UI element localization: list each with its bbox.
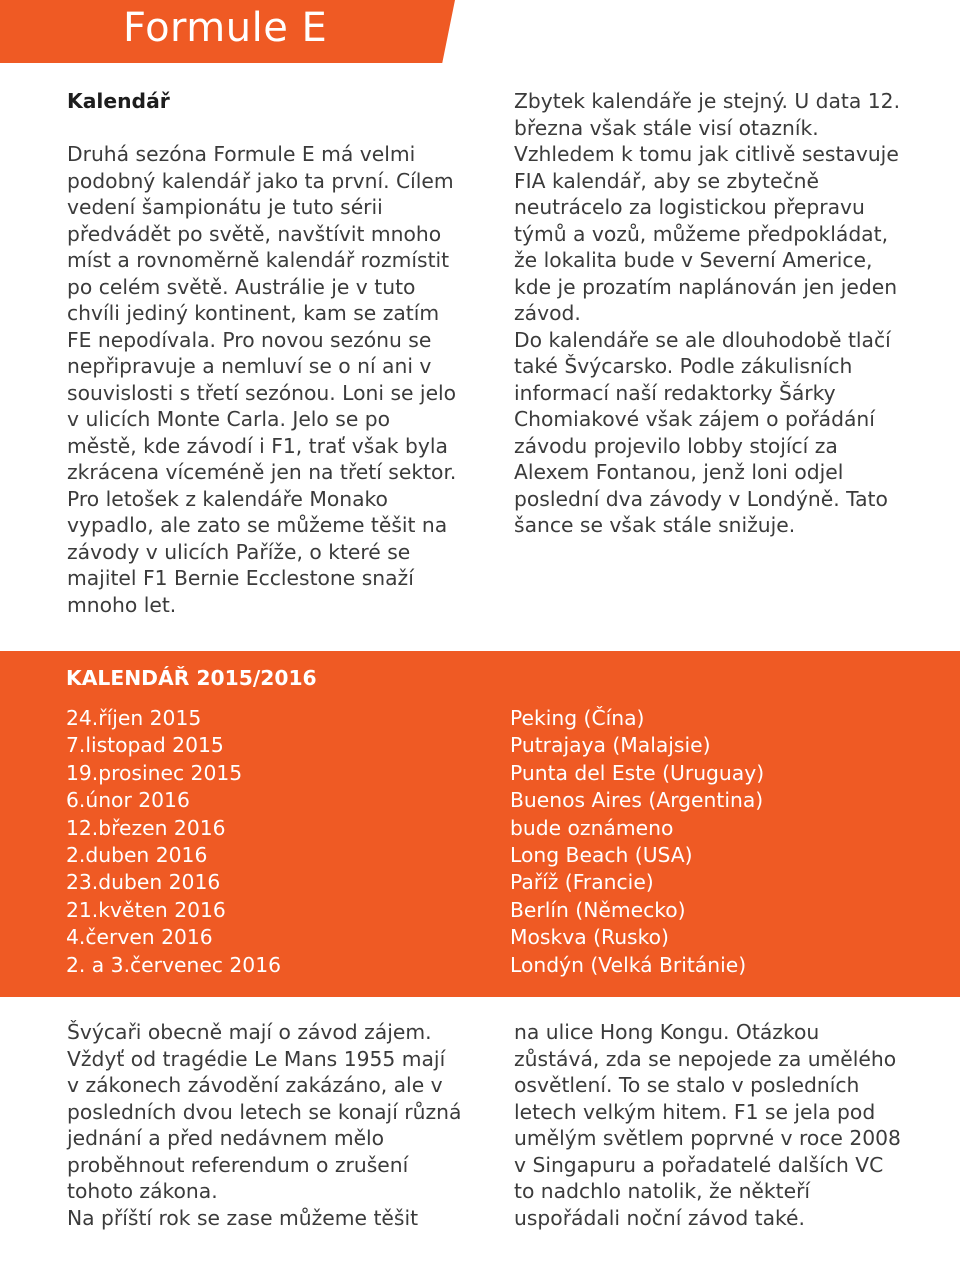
article-column-right-top [514,88,904,539]
calendar-place: Moskva (Rusko) [510,925,669,950]
calendar-date: 7.listopad 2015 [66,733,224,758]
calendar-date: 2. a 3.červenec 2016 [66,952,282,977]
calendar-place: Punta del Este (Uruguay) [510,760,765,785]
section-heading: Kalendář [67,89,170,113]
calendar-place: Long Beach (USA) [510,843,693,868]
paragraph: na ulice Hong Kongu. Otázkou zůstává, zda se nepojede za umělého osvětlení. To se stalo v posledních letech velkým hitem. F1 se jela pod umělým světlem poprvné v roce 2008 v Singapuru a pořadatelé dalších VC to nadchlo natolik, že někteří uspořádali noční závod také. [514,1020,901,1230]
calendar-place: Berlín (Německo) [510,897,686,922]
calendar-date: 24.říjen 2015 [66,706,202,730]
calendar-place: Peking (Čína) [510,706,645,730]
article-column-left-bottom [67,1019,462,1231]
paragraph: Zbytek kalendáře je stejný. U data 12. března však stále visí otazník. Vzhledem k tomu jak citlivě sestavuje FIA kalendář, aby se zbytečně neutrácelo za logistickou přepravu týmů a vozů, můžeme předpokládat, že lokalita bude v Severní Americe, kde je prozatím naplánován jen jeden závod. [514,89,901,325]
calendar-place: Paříž (Francie) [510,870,654,895]
calendar-date: 6.únor 2016 [66,788,190,813]
paragraph: Druhá sezóna Formule E má velmi podobný kalendář jako ta první. Cílem vedení šampionátu je tuto sérii předvádět po světě, navštívit mnoho míst a rovnoměrně kalendář rozmístit po celém světě. Austrálie je v tuto chvíli jediný kontinent, kam se zatím FE nepodívala. Pro novou sezónu se nepřipravuje a nemluví se o ní ani v souvislosti s třetí sezónou. Loni se jelo v ulicích Monte Carla. Jelo se po městě, kde závodí i F1, trať však byla zkrácena víceméně jen na třetí sektor. Pro letošek z kalendáře Monako vypadlo, ale zato se můžeme těšit na závody v ulicích Paříže, o které se majitel F1 Bernie Ecclestone snaží mnoho let. [67,142,457,617]
calendar-date: 21.květen 2016 [66,897,226,922]
calendar-places-list [510,705,930,979]
calendar-date: 23.duben 2016 [66,870,221,895]
calendar-date: 12.březen 2016 [66,815,226,840]
calendar-date: 4.červen 2016 [66,925,213,950]
calendar-date: 19.prosinec 2015 [66,760,243,785]
calendar-dates-list [66,705,466,979]
article-column-left-top [67,141,462,618]
calendar-place: Buenos Aires (Argentina) [510,788,764,813]
article-column-right-bottom [514,1019,904,1231]
paragraph: Na příští rok se zase můžeme těšit [67,1205,419,1230]
calendar-place: bude oznámeno [510,815,674,840]
paragraph: Do kalendáře se ale dlouhodobě tlačí také Švýcarsko. Podle zákulisních informací naší redaktorky Šárky Chomiakové však zájem o pořádání závodu projevilo lobby stojící za Alexem Fontanou, jenž loni odjel poslední dva závody v Londýně. Tato šance se však stále snižuje. [514,327,891,537]
paragraph: Švýcaři obecně mají o závod zájem. Vždyť od tragédie Le Mans 1955 mají v zákonech závodění zakázáno, ale v posledních dvou letech se konají různá jednání a před nedávnem mělo proběhnout referendum o zrušení tohoto zákona. [67,1020,462,1203]
calendar-place: Putrajaya (Malajsie) [510,733,711,758]
calendar-place: Londýn (Velká Británie) [510,952,747,977]
page-title: Formule E [123,5,328,51]
calendar-date: 2.duben 2016 [66,843,208,868]
calendar-heading: KALENDÁŘ 2015/2016 [66,666,317,690]
